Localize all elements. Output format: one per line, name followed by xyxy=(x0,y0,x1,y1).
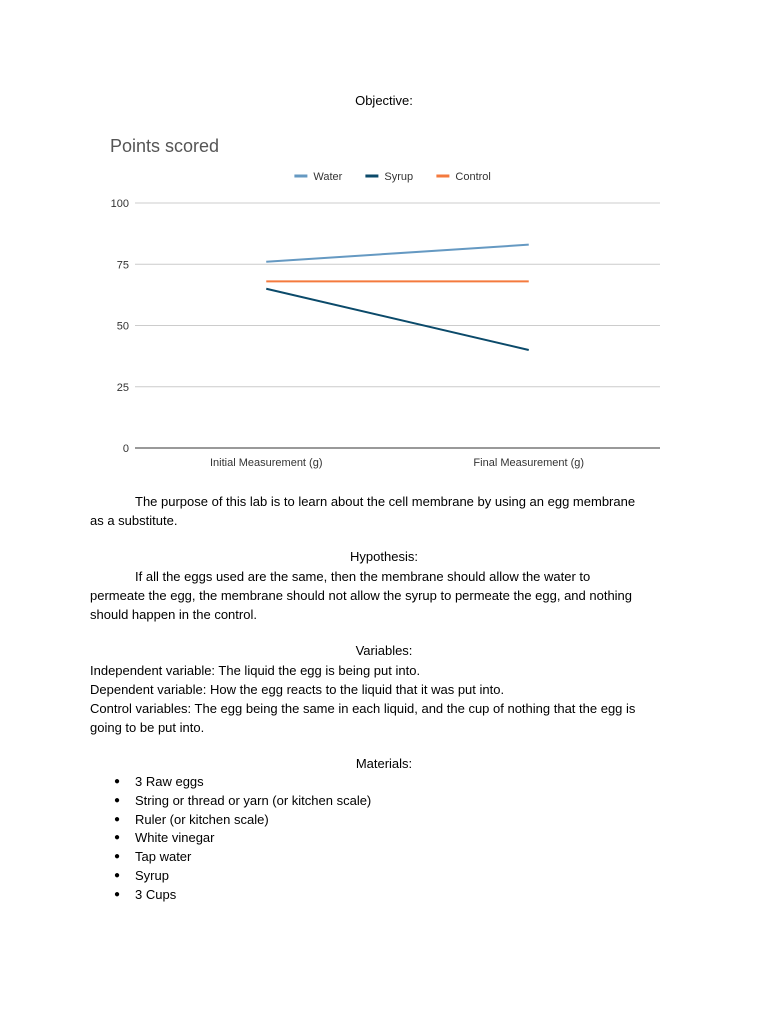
series-line-syrup xyxy=(266,289,529,350)
purpose-line: as a substitute. xyxy=(90,513,178,528)
bullet-icon: ● xyxy=(114,869,121,881)
dependent-variable-line: Dependent variable: How the egg reacts to the liquid that it was put into. xyxy=(90,682,505,697)
bullet-icon: ● xyxy=(114,794,121,806)
objective-heading: Objective: xyxy=(355,93,413,108)
y-tick-label: 75 xyxy=(116,259,129,272)
bullet-icon: ● xyxy=(114,813,121,825)
chart-series xyxy=(266,245,529,350)
chart-x-ticks xyxy=(210,457,584,469)
hypothesis-line: permeate the egg, the membrane should not allow the syrup to permeate the egg, and nothing xyxy=(90,588,633,603)
bullet-icon: ● xyxy=(114,832,121,844)
bullet-icon: ● xyxy=(114,776,121,787)
points-scored-chart xyxy=(90,128,670,473)
hypothesis-line: If all the eggs used are the same, then the membrane should allow the water to xyxy=(135,569,591,584)
hypothesis-paragraph xyxy=(90,567,680,624)
chart-title: Points scored xyxy=(110,136,220,156)
list-item: ● Tap water xyxy=(90,848,371,867)
bullet-icon: ● xyxy=(114,888,121,900)
control-variables-line-cont: going to be put into. xyxy=(90,720,205,735)
y-tick-label: 0 xyxy=(122,443,129,455)
legend-label: Control xyxy=(455,171,491,183)
legend-label: Water xyxy=(313,171,343,183)
y-tick-label: 100 xyxy=(110,198,129,210)
hypothesis-heading: Hypothesis: xyxy=(350,549,418,564)
list-item: ● String or thread or yarn (or kitchen scale) xyxy=(90,792,371,811)
list-item: ● White vinegar xyxy=(90,829,371,848)
x-tick-label: Initial Measurement (g) xyxy=(210,457,323,469)
y-tick-label: 25 xyxy=(116,381,129,394)
chart-legend xyxy=(294,171,490,183)
chart-y-ticks xyxy=(111,198,129,455)
y-tick-label: 50 xyxy=(116,320,129,333)
chart-gridlines xyxy=(135,203,660,448)
control-variables-line: Control variables: The egg being the same in each liquid, and the cup of nothing that the egg is xyxy=(90,701,636,716)
list-item: ● 3 Raw eggs xyxy=(90,773,371,792)
purpose-line: The purpose of this lab is to learn about the cell membrane by using an egg membrane xyxy=(135,494,636,509)
list-item: ● 3 Cups xyxy=(90,886,371,905)
list-item: ● Ruler (or kitchen scale) xyxy=(90,811,371,830)
x-tick-label: Final Measurement (g) xyxy=(473,457,585,469)
variables-heading: Variables: xyxy=(355,643,413,658)
variables-paragraph xyxy=(90,661,680,737)
list-item: ● Syrup xyxy=(90,867,371,886)
materials-list xyxy=(90,773,371,905)
legend-label: Syrup xyxy=(384,171,414,183)
series-line-water xyxy=(266,245,529,262)
hypothesis-line: should happen in the control. xyxy=(90,607,257,622)
materials-heading: Materials: xyxy=(355,756,413,771)
independent-variable-line: Independent variable: The liquid the egg is being put into. xyxy=(90,663,421,678)
bullet-icon: ● xyxy=(114,851,121,863)
purpose-paragraph xyxy=(90,492,680,530)
